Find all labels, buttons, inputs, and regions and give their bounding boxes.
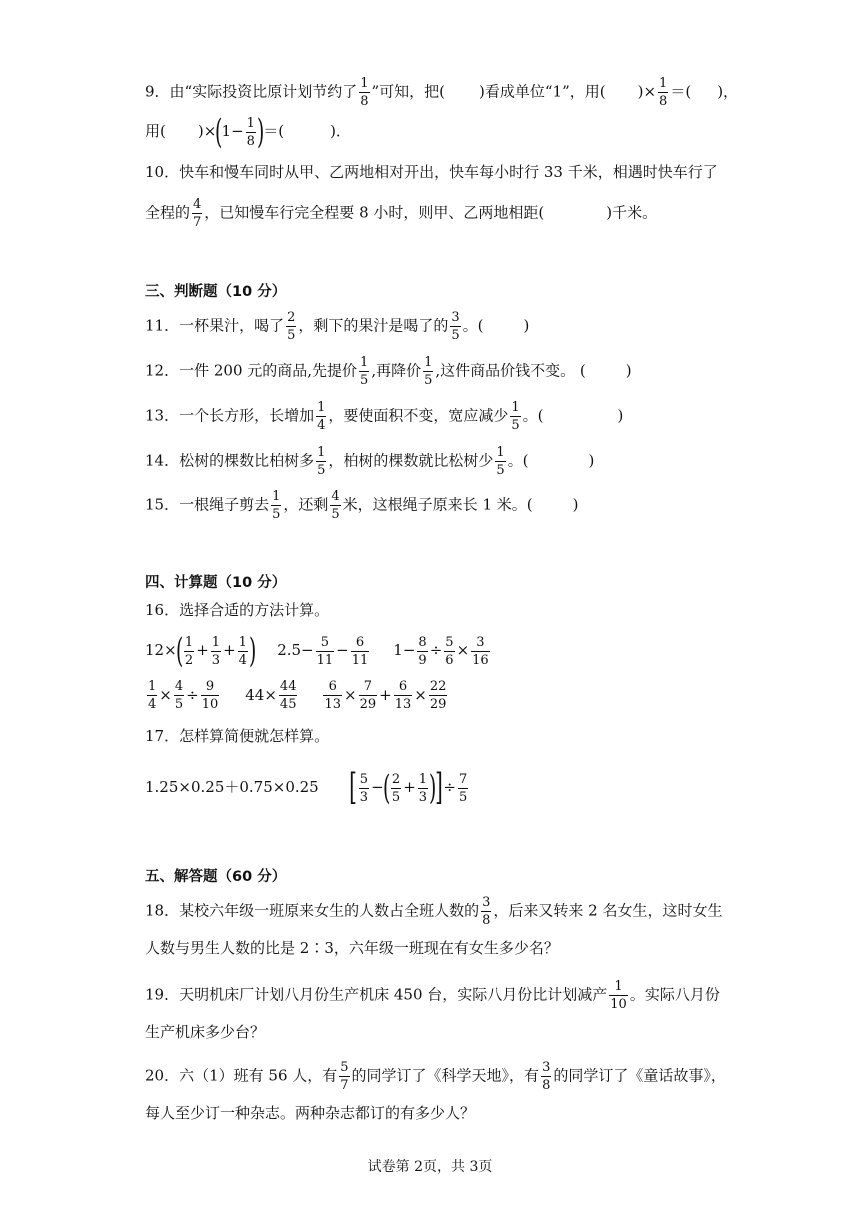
q18-line1: 18．某校六年级一班原来女生的人数占全班人数的 $\frac{3}{8}$ ，后来又转来 2 名女生，这时女生 [145,895,723,928]
fraction: $\frac{1}{5}$ [424,355,433,388]
fraction: $\frac{22}{29}$ [429,679,447,712]
fraction: $\frac{7}{29}$ [359,679,377,712]
q9-line2: 用( )×(1− $\frac{1}{8}$ )＝( )． [145,112,351,152]
q16-expr1: 12×( $\frac{1}{2}$ + $\frac{1}{3}$ + $\frac{1}{4}$ ) [145,631,257,671]
fraction: $\frac{1}{5}$ [496,445,505,478]
fraction: $\frac{1}{5}$ [511,400,520,433]
q16-row1 [145,631,492,671]
fraction: $\frac{8}{9}$ [418,634,427,668]
q18-line2: 人数与男生人数的比是 2∶3，六年级一班现在有女生多少名？ [145,939,559,957]
fraction: $\frac{1}{5}$ [360,355,369,388]
fraction: $\frac{1}{5}$ [272,489,281,522]
q16-expr2: 2.5− $\frac{5}{11}$ − $\frac{6}{11}$ [277,634,369,668]
fraction: $\frac{1}{5}$ [317,445,326,478]
fraction: $\frac{1}{3}$ [211,634,221,668]
q16-expr6: $\frac{6}{13}$ × $\frac{7}{29}$ + $\frac{6}{13}$ × $\frac{22}{29}$ [324,679,447,712]
q10-line2: 全程的 $\frac{4}{7}$ ，已知慢车行完全程要 8 小时，则甲、乙两地相距( )千米。 [145,197,658,230]
fraction: $\frac{2}{5}$ [391,771,401,805]
q20-line1: 20．六（1）班有 56 人，有 $\frac{5}{7}$ 的同学订了《科学天地》，有 $\frac{3}{8}$ 的同学订了《童话故事》， [145,1060,726,1093]
fraction: $\frac{4}{5}$ [174,679,184,712]
fraction: $\frac{1}{4}$ [148,679,157,712]
q19-line2: 生产机床多少台？ [145,1023,266,1041]
fraction: $\frac{1}{4}$ [317,400,326,433]
q17-row [145,767,470,808]
fraction: $\frac{1}{8}$ [360,76,369,109]
fraction: $\frac{9}{10}$ [201,679,219,712]
section-judge-title: 三、判断题（10 分） [145,284,287,300]
section-calc-title: 四、计算题（10 分） [145,575,287,591]
fraction: $\frac{2}{5}$ [287,310,296,343]
fraction: $\frac{5}{7}$ [340,1060,349,1093]
q16-expr5: 44× $\frac{44}{45}$ [245,679,297,712]
q14: 14．松树的棵数比柏树多 $\frac{1}{5}$ ，柏树的棵数就比松树少 $\frac{1}{5}$ 。( ) [145,445,595,478]
q10-line1: 10．快车和慢车同时从甲、乙两地相对开出，快车每小时行 33 千米，相遇时快车行了 [145,163,718,181]
fraction: $\frac{1}{2}$ [184,634,194,668]
fraction: $\frac{1}{10}$ [610,979,627,1012]
fraction: $\frac{3}{8}$ [482,895,491,928]
q13: 13．一个长方形，长增加 $\frac{1}{4}$ ，要使面积不变，宽应减少 $\frac{1}{5}$ 。( ) [145,400,624,433]
q9-line1: 9．由“实际投资比原计划节约了 $\frac{1}{8}$ ”可知，把( )看成单位“1”，用( )× $\frac{1}{8}$ ＝( )， [145,76,739,109]
fraction: $\frac{1}{8}$ [246,115,255,149]
section-solve-title: 五、解答题（60 分） [145,869,287,885]
q19-line1: 19．天明机床厂计划八月份生产机床 450 台，实际八月份比计划减产 $\frac{1}{10}$ 。实际八月份 [145,979,720,1012]
q11: 11．一杯果汁，喝了 $\frac{2}{5}$ ，剩下的果汁是喝了的 $\frac{3}{5}$ 。( ) [145,310,530,343]
fraction: $\frac{6}{13}$ [324,679,342,712]
fraction: $\frac{4}{5}$ [331,489,340,522]
q17-expr2: [ $\frac{5}{3}$ −( $\frac{2}{5}$ + $\frac{1}{3}$ )]÷ $\frac{7}{5}$ [348,767,468,808]
q17-expr1: 1.25×0.25＋0.75×0.25 [145,778,319,796]
fraction: $\frac{7}{5}$ [458,771,468,805]
fraction: $\frac{3}{8}$ [542,1060,551,1093]
q17-title: 17．怎样算简便就怎样算。 [145,727,330,745]
fraction: $\frac{6}{13}$ [394,679,412,712]
page-footer: 试卷第 2页，共 3页 [367,1159,493,1175]
q16-row2 [145,680,449,711]
fraction: $\frac{4}{7}$ [193,197,202,230]
fraction: $\frac{5}{3}$ [359,771,369,805]
q12: 12．一件 200 元的商品,先提价 $\frac{1}{5}$ ,再降价 $\frac{1}{5}$ ,这件商品价钱不变。 ( ) [145,355,632,388]
q16-title: 16．选择合适的方法计算。 [145,601,330,619]
fraction: $\frac{44}{45}$ [279,679,297,712]
q20-line2: 每人至少订一种杂志。两种杂志都订的有多少人？ [145,1104,476,1122]
fraction: $\frac{3}{5}$ [451,310,460,343]
q16-expr4: $\frac{1}{4}$ × $\frac{4}{5}$ ÷ $\frac{9}{10}$ [148,679,219,712]
fraction: $\frac{6}{11}$ [351,634,369,668]
fraction: $\frac{5}{6}$ [445,634,454,668]
fraction: $\frac{1}{4}$ [238,634,247,668]
q16-expr3: 1− $\frac{8}{9}$ ÷ $\frac{5}{6}$ × $\frac{3}{16}$ [393,634,489,668]
fraction: $\frac{3}{16}$ [472,634,489,668]
fraction: $\frac{1}{3}$ [418,771,428,805]
fraction: $\frac{1}{8}$ [659,76,668,109]
fraction: $\frac{5}{11}$ [316,634,334,668]
q15: 15．一根绳子剪去 $\frac{1}{5}$ ，还剩 $\frac{4}{5}$ 米，这根绳子原来长 1 米。( ) [145,489,579,522]
